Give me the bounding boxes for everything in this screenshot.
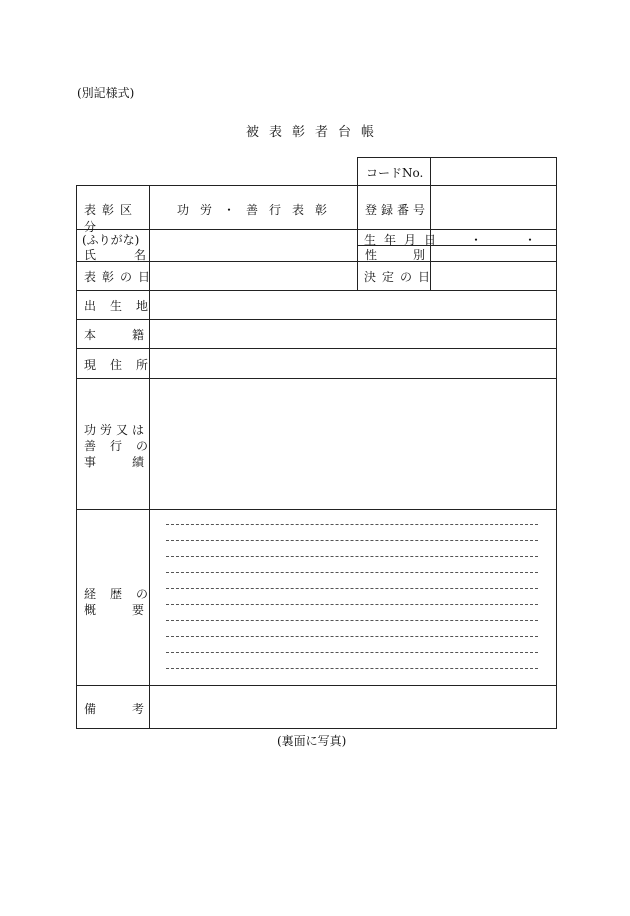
form-title: 被表彰者台帳 (246, 125, 385, 140)
domicile-field[interactable] (150, 320, 555, 347)
award-type-label (84, 201, 142, 235)
decision-date-label: 決定の日 (364, 270, 437, 284)
dotted-line (166, 524, 538, 525)
award-date-field[interactable] (150, 262, 356, 289)
dotted-line (166, 652, 538, 653)
decision-date-field[interactable] (431, 262, 555, 289)
dotted-line (166, 572, 538, 573)
remarks-label: 備考 (84, 702, 181, 716)
dotted-line (166, 556, 538, 557)
merit-label-line2: 善行の (84, 439, 163, 453)
remarks-field[interactable] (150, 686, 555, 727)
domicile-label: 本籍 (84, 328, 181, 342)
award-type-label-text: 表彰区分 (84, 203, 139, 234)
merit-field[interactable] (150, 379, 555, 508)
gender-field[interactable] (431, 246, 555, 260)
name-field[interactable] (150, 230, 356, 260)
birthplace-label: 出生地 (84, 299, 163, 313)
registration-no-label: 登録番号 (365, 203, 430, 217)
furigana-label: (ふりがな) (82, 233, 140, 247)
annex-label: (別記様式) (77, 86, 135, 100)
career-label-line1: 経歴の (84, 587, 163, 601)
dotted-line (166, 668, 538, 669)
dotted-line (166, 588, 538, 589)
birthdate-label: 生年月日 (364, 233, 445, 247)
code-no-label: コードNo. (366, 166, 424, 180)
merit-label-line1: 功労又は (84, 423, 149, 437)
career-label-line2: 概要 (84, 603, 181, 617)
birthplace-field[interactable] (150, 291, 555, 318)
address-label: 現住所 (84, 358, 163, 372)
award-type-value: 功労・善行表彰 (177, 203, 339, 217)
address-field[interactable] (150, 349, 555, 377)
birthdate-value[interactable]: ・ ・ (470, 233, 543, 247)
gender-label: 性別 (365, 248, 462, 262)
code-no-field[interactable] (431, 158, 555, 184)
merit-label-line3: 事績 (84, 455, 181, 469)
award-date-label: 表彰の日 (84, 270, 157, 284)
name-label: 氏名 (84, 248, 185, 262)
footer-note: (裏面に写真) (277, 734, 347, 748)
career-field[interactable] (150, 510, 555, 684)
dotted-line (166, 604, 538, 605)
dotted-line (166, 540, 538, 541)
dotted-line (166, 620, 538, 621)
dotted-line (166, 636, 538, 637)
registration-no-field[interactable] (431, 186, 555, 228)
